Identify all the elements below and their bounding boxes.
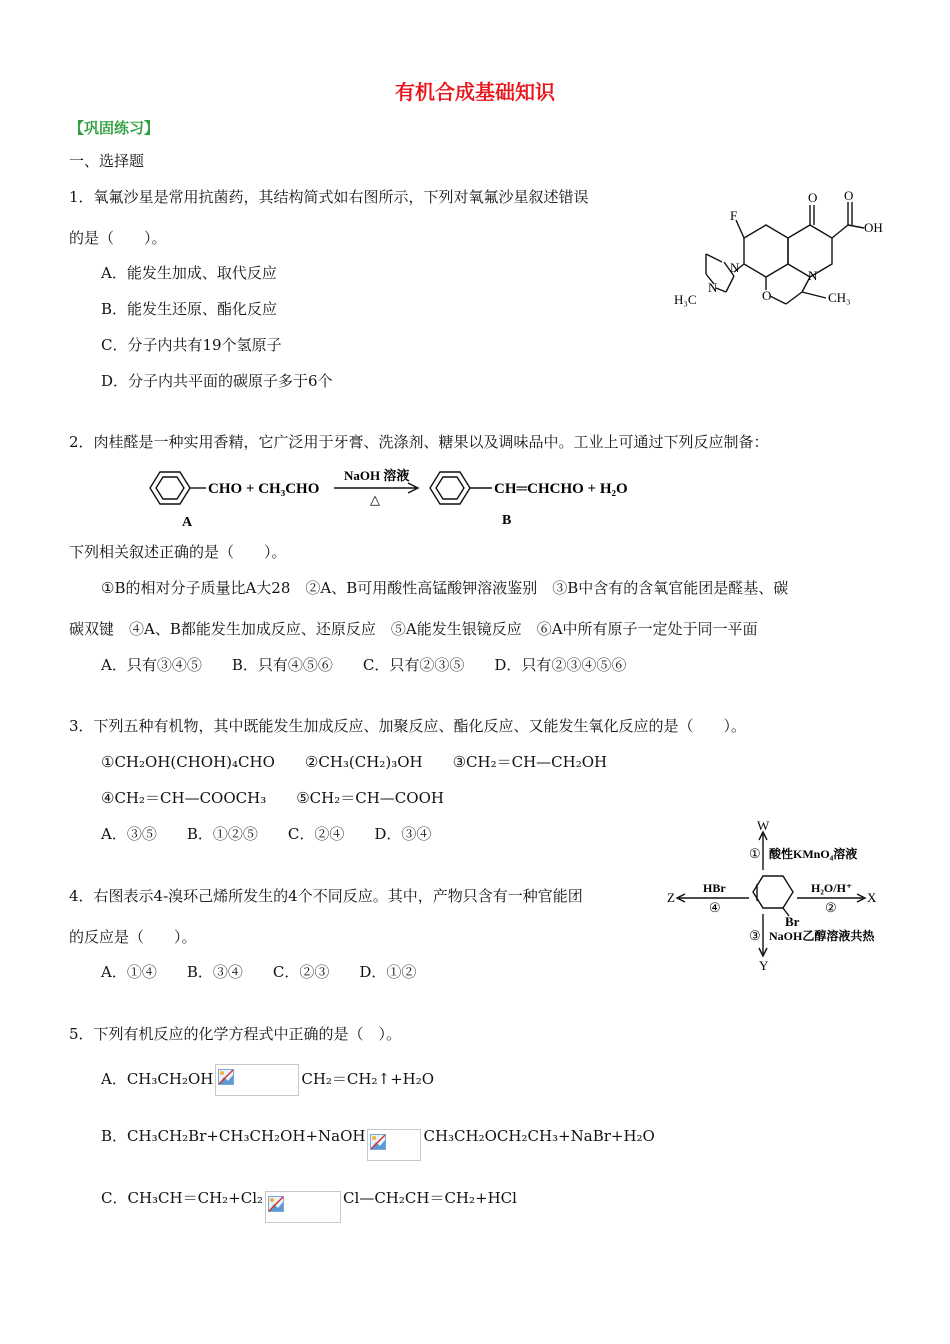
q2-reaction-scheme [130, 460, 670, 532]
q1-fig-n-bottom: N [708, 280, 718, 295]
q3-compounds-line1: ①CH₂OH(CHOH)₄CHO ②CH₃(CH₂)₃OH ③CH₂＝CH—CH₂OH [101, 753, 608, 771]
q1-stem-line1: 1．氧氟沙星是常用抗菌药，其结构简式如右图所示，下列对氧氟沙星叙述错误 [69, 188, 589, 206]
q5-b-condition-image [367, 1129, 421, 1161]
broken-image-icon [218, 1069, 234, 1085]
q4-stem-line2: 的反应是（ ）。 [69, 928, 197, 946]
q2-statement-line2: 碳双键 ④A、B都能发生加成反应、还原反应 ⑤A能发生银镜反应 ⑥A中所有原子一定处于同一平面 [69, 620, 758, 638]
q5-b-reactants: B．CH₃CH₂Br+CH₃CH₂OH+NaOH [101, 1127, 366, 1145]
q4-fig-y: Y [759, 958, 769, 973]
q5-a-products: CH₂＝CH₂↑+H₂O [301, 1070, 435, 1088]
q4-fig-z: Z [667, 890, 675, 905]
q1-fig-n-pip: N [730, 260, 740, 275]
q1-fig-h3c: H₃C [674, 292, 697, 307]
q5-stem: 5．下列有机反应的化学方程式中正确的是（ ）。 [69, 1025, 402, 1043]
q2-statement-line1: ①B的相对分子质量比A大28 ②A、B可用酸性高锰酸钾溶液鉴别 ③B中含有的含氧官能团是醛基、碳 [101, 579, 789, 597]
q3-stem: 3．下列五种有机物，其中既能发生加成反应、加聚反应、酯化反应、又能发生氧化反应的是（ ）。 [69, 717, 747, 735]
ofloxacin-structure [668, 180, 898, 320]
q1-fig-ch3: CH₃ [828, 290, 851, 305]
q2-condition-top: NaOH 溶液 [344, 468, 410, 483]
q3-options: A．③⑤ B．①②⑤ C．②④ D．③④ [101, 825, 432, 843]
q5-option-a [101, 1064, 434, 1096]
q1-stem-line2: 的是（ ）。 [69, 229, 167, 247]
q1-fig-oh: OH [864, 220, 883, 235]
q4-fig-r4: ④ [709, 900, 721, 915]
part-heading: 一、选择题 [69, 152, 145, 170]
q5-option-c [101, 1183, 517, 1215]
q3-compounds-line2: ④CH₂＝CH—COOCH₃ ⑤CH₂＝CH—COOH [101, 789, 444, 807]
q4-fig-r2: ② [825, 900, 837, 915]
q2-reactant-text: CHO + CH₃CHO [208, 481, 320, 497]
q4-fig-c3: NaOH乙醇溶液共热 [769, 929, 875, 943]
q2-condition-bottom: △ [370, 492, 380, 507]
q2-product-text: CH═CHCHO + H₂O [494, 481, 628, 497]
section-label: 【巩固练习】 [69, 119, 160, 137]
q5-a-condition-image [215, 1064, 299, 1096]
q1-option-c: C．分子内共有19个氢原子 [101, 336, 282, 354]
q4-reaction-diagram [665, 812, 900, 977]
q4-fig-h2o: H₂O/H⁺ [811, 881, 853, 895]
q5-c-reactants: C．CH₃CH＝CH₂+Cl₂ [101, 1189, 264, 1207]
q4-fig-br: Br [785, 914, 800, 929]
q2-label-a: A [182, 515, 193, 530]
q4-stem-line1: 4．右图表示4-溴环己烯所发生的4个不同反应。其中，产物只含有一种官能团 [69, 887, 583, 905]
q5-c-products: Cl—CH₂CH＝CH₂+HCl [343, 1189, 517, 1207]
q1-fig-f: F [730, 208, 738, 223]
q5-b-products: CH₃CH₂OCH₂CH₃+NaBr+H₂O [423, 1127, 655, 1145]
q5-option-b [101, 1121, 655, 1153]
q4-fig-c1: 酸性KMnO₄溶液 [769, 847, 858, 861]
q2-label-b: B [502, 513, 512, 528]
q5-a-reactants: A．CH₃CH₂OH [101, 1070, 214, 1088]
q1-fig-o-acid: O [844, 188, 854, 203]
q4-fig-hbr: HBr [703, 881, 726, 895]
q4-options: A．①④ B．③④ C．②③ D．①② [101, 963, 417, 981]
q1-fig-n-ring: N [808, 268, 818, 283]
q2-stem: 2．肉桂醛是一种实用香精，它广泛用于牙膏、洗涤剂、糖果以及调味品中。工业上可通过下列反应制备： [69, 433, 769, 451]
q1-fig-o-top: O [808, 190, 818, 205]
q2-prompt: 下列相关叙述正确的是（ ）。 [69, 543, 287, 561]
q4-fig-r3: ③ [749, 928, 761, 943]
page-title: 有机合成基础知识 [395, 80, 555, 104]
q4-fig-r1: ① [749, 846, 761, 861]
q1-fig-o-ring: O [762, 288, 772, 303]
q1-option-a: A．能发生加成、取代反应 [101, 264, 277, 282]
q4-fig-x: X [867, 890, 877, 905]
q1-option-b: B．能发生还原、酯化反应 [101, 300, 278, 318]
q4-fig-w: W [757, 818, 770, 833]
broken-image-icon [268, 1196, 284, 1212]
q1-option-d: D．分子内共平面的碳原子多于6个 [101, 372, 333, 390]
q5-c-condition-image [265, 1191, 341, 1223]
broken-image-icon [370, 1134, 386, 1150]
q2-options: A．只有③④⑤ B．只有④⑤⑥ C．只有②③⑤ D．只有②③④⑤⑥ [101, 656, 627, 674]
